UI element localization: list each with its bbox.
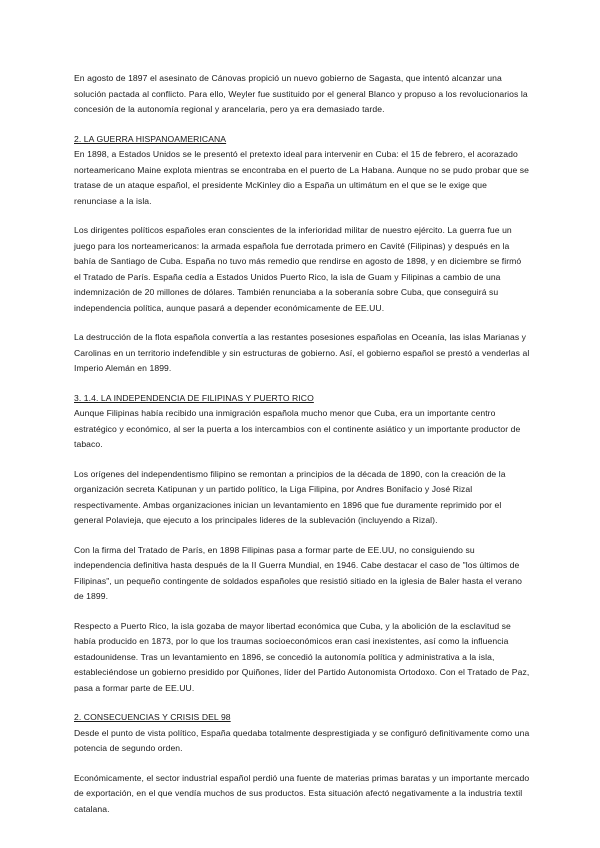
document-page — [74, 71, 530, 831]
paragraph-oceania-possessions: La destrucción de la flota española convertía a las restantes posesiones españolas en Oceanía, las islas Marianas y Carolinas en un territorio indefendible y sin estructuras de gobierno. Así, el gobierno español se prestó a venderlas al Imperio Alemán en 1899. — [74, 332, 530, 373]
section-heading-philippines-puerto-rico: 3. 1.4. LA INDEPENDENCIA DE FILIPINAS Y PUERTO RICO — [74, 392, 314, 403]
section-heading-consequences: 2. CONSECUENCIAS Y CRISIS DEL 98 — [74, 712, 231, 722]
paragraph-economic-consequences: Económicamente, el sector industrial español perdió una fuente de materias primas baratas y un importante mercado de exportación, en el que vendía muchos de sus productos. Esta situación afectó negativamente a la industria textil catalana. — [74, 772, 530, 814]
paragraph-canovas-assassination: En agosto de 1897 el asesinato de Cánovas propició un nuevo gobierno de Sagasta, que intentó alcanzar una solución pactada al conflicto. Para ello, Weyler fue sustituido por el general Blanco y propuso a los revolucionarios la concesión de la autonomía regional y arancelaria, pero ya era demasiado tarde. — [74, 73, 528, 114]
paragraph-puerto-rico: Respecto a Puerto Rico, la isla gozaba de mayor libertad económica que Cuba, y la abolición de la esclavitud se había producido en 1873, por lo que los traumas socioeconómicos eran casi inexistentes, así como la influencia estadounidense. Tras un levantamiento en 1896, se concedió la autonomía política y administrativa a la isla, estableciéndose un gobierno presidido por Quiñones, líder del Partido Autonomista Ortodoxo. Con el Tratado de Paz, pasa a formar parte de EE.UU. — [74, 620, 530, 693]
paragraph-philippines-importance: Aunque Filipinas había recibido una inmigración española mucho menor que Cuba, era un importante centro estratégico y económico, al ser la puerta a los intercambios con el continente asiático y un importante productor de tabaco. — [74, 408, 521, 449]
section-heading-spanish-american-war: 2. LA GUERRA HISPANOAMERICANA — [74, 133, 227, 144]
paragraph-philippine-independence-origins: Los orígenes del independentismo filipino se remontan a principios de la década de 1890, con la creación de la organización secreta Katipunan y un partido político, la Liga Filipina, por Andres Bonifacio y José Rizal respectivamente. Ambas organizaciones inician un levantamiento en 1896 que fue duramente reprimido por el general Polavieja, que ejecuto a los principales lideres de la sublevación (incluyendo a Rizal). — [74, 468, 506, 525]
paragraph-military-defeat: Los dirigentes políticos españoles eran conscientes de la inferioridad militar de nuestro ejército. La guerra fue un juego para los norteamericanos: la armada española fue derrotada primero en Cavité (Filipinas) y después en la bahía de Santiago de Cuba. España no tuvo más remedio que rendirse en agosto de 1898, y en diciembre se firmó el Tratado de París. España cedía a Estados Unidos Puerto Rico, la isla de Guam y Filipinas a cambio de una indemnización de 20 millones de dólares. También renunciaba a la soberanía sobre Cuba, que conseguirá su independencia política, aunque pasará a depender económicamente de EE.UU. — [74, 225, 522, 313]
paragraph-political-consequences: Desde el punto de vista político, España quedaba totalmente desprestigiada y se configuró definitivamente como una potencia de segundo orden. — [74, 727, 530, 753]
paragraph-maine-explosion: En 1898, a Estados Unidos se le presentó el pretexto ideal para intervenir en Cuba: el 15 de febrero, el acorazado norteamericano Maine explota mientras se encontraba en el puerto de La Habana. Aunque no se pudo probar que se tratase de un ataque español, el presidente McKinley dio a España un ultimátum en el que se le exige que renunciase a la isla. — [74, 149, 530, 206]
paragraph-treaty-of-paris-philippines: Con la firma del Tratado de París, en 1898 Filipinas pasa a formar parte de EE.UU, no consiguiendo su independencia definitiva hasta después de la II Guerra Mundial, en 1946. Cabe destacar el caso de "los últimos de Filipinas", un pequeño contingente de soldados españoles que resistió sitiado en la iglesia de Baler hasta el verano de 1899. — [74, 544, 523, 601]
